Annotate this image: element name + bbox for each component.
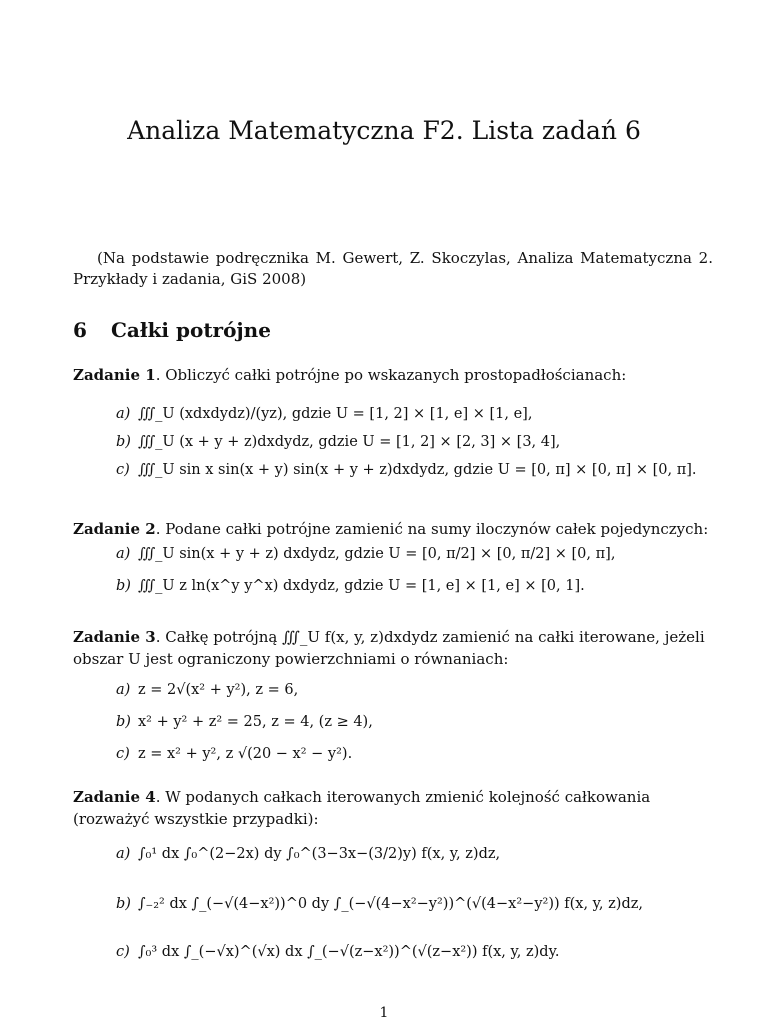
item-label: a): [116, 682, 131, 698]
document-title: Analiza Matematyczna F2. Lista zadań 6: [127, 116, 641, 145]
page-number: 1: [379, 1005, 389, 1021]
item-label: c): [116, 746, 130, 762]
item-formula: ∫₀¹ dx ∫₀^(2−2x) dy ∫₀^(3−3x−(3/2)y) f(x, y, z)dz,: [138, 846, 501, 862]
section-heading: [73, 318, 271, 342]
item-label: c): [116, 462, 130, 478]
task-2-label: Zadanie 2: [73, 520, 156, 538]
source-note: (Na podstawie podręcznika M. Gewert, Z. Skoczylas, Analiza Matematyczna 2. Przykłady i zadania, GiS 2008): [73, 249, 713, 288]
task-3-label: Zadanie 3: [73, 628, 156, 646]
section-title: Całki potrójne: [111, 318, 271, 342]
task-3-item-b: [116, 712, 373, 732]
item-label: c): [116, 944, 130, 960]
task-2-item-b: [116, 576, 585, 596]
task-3-statement: [73, 626, 713, 670]
item-label: b): [116, 578, 131, 594]
item-label: a): [116, 846, 131, 862]
task-1-statement: [73, 364, 713, 386]
item-formula: ∭_U (x + y + z)dxdydz, gdzie U = [1, 2] × [2, 3] × [3, 4],: [138, 434, 561, 450]
task-2-text: . Podane całki potrójne zamienić na sumy iloczynów całek pojedynczych:: [155, 520, 709, 538]
item-label: a): [116, 406, 131, 422]
item-formula: ∫₀³ dx ∫_(−√x)^(√x) dx ∫_(−√(z−x²))^(√(z−x²)) f(x, y, z)dy.: [138, 944, 560, 960]
task-1-text: . Obliczyć całki potrójne po wskazanych prostopadłościanach:: [155, 366, 627, 384]
item-label: b): [116, 714, 131, 730]
task-1-label: Zadanie 1: [73, 366, 156, 384]
item-formula: ∭_U (xdxdydz)/(yz), gdzie U = [1, 2] × [1, e] × [1, e],: [138, 406, 533, 422]
task-2-item-a: [116, 544, 615, 564]
task-3-text: . Całkę potrójną ∭_U f(x, y, z)dxdydz zamienić na całki iterowane, jeżeli obszar U jest ograniczony powierzchniami o równaniach:: [73, 628, 705, 668]
task-2-statement: [73, 518, 713, 540]
task-3-item-c: [116, 744, 352, 764]
task-4-item-c: [116, 942, 559, 962]
task-4-item-a: [116, 844, 500, 864]
item-label: a): [116, 546, 131, 562]
task-1-item-b: [116, 432, 560, 452]
task-4-item-b: [116, 894, 643, 914]
item-formula: z = 2√(x² + y²), z = 6,: [138, 682, 299, 698]
item-formula: ∫₋₂² dx ∫_(−√(4−x²))^0 dy ∫_(−√(4−x²−y²))^(√(4−x²−y²)) f(x, y, z)dz,: [138, 896, 643, 912]
task-1-item-c: [116, 460, 696, 480]
item-formula: ∭_U sin x sin(x + y) sin(x + y + z)dxdydz, gdzie U = [0, π] × [0, π] × [0, π].: [138, 462, 697, 478]
item-label: b): [116, 896, 131, 912]
item-formula: z = x² + y², z √(20 − x² − y²).: [138, 746, 353, 762]
item-formula: x² + y² + z² = 25, z = 4, (z ≥ 4),: [138, 714, 373, 730]
item-formula: ∭_U sin(x + y + z) dxdydz, gdzie U = [0, π/2] × [0, π/2] × [0, π],: [138, 546, 616, 562]
task-4-statement: [73, 786, 713, 830]
task-4-label: Zadanie 4: [73, 788, 156, 806]
task-1-item-a: [116, 404, 532, 424]
section-number: 6: [73, 318, 87, 342]
item-label: b): [116, 434, 131, 450]
item-formula: ∭_U z ln(x^y y^x) dxdydz, gdzie U = [1, e] × [1, e] × [0, 1].: [138, 578, 585, 594]
task-3-item-a: [116, 680, 298, 700]
task-4-text: . W podanych całkach iterowanych zmienić kolejność całkowania (rozważyć wszystkie przypadki):: [73, 788, 651, 828]
